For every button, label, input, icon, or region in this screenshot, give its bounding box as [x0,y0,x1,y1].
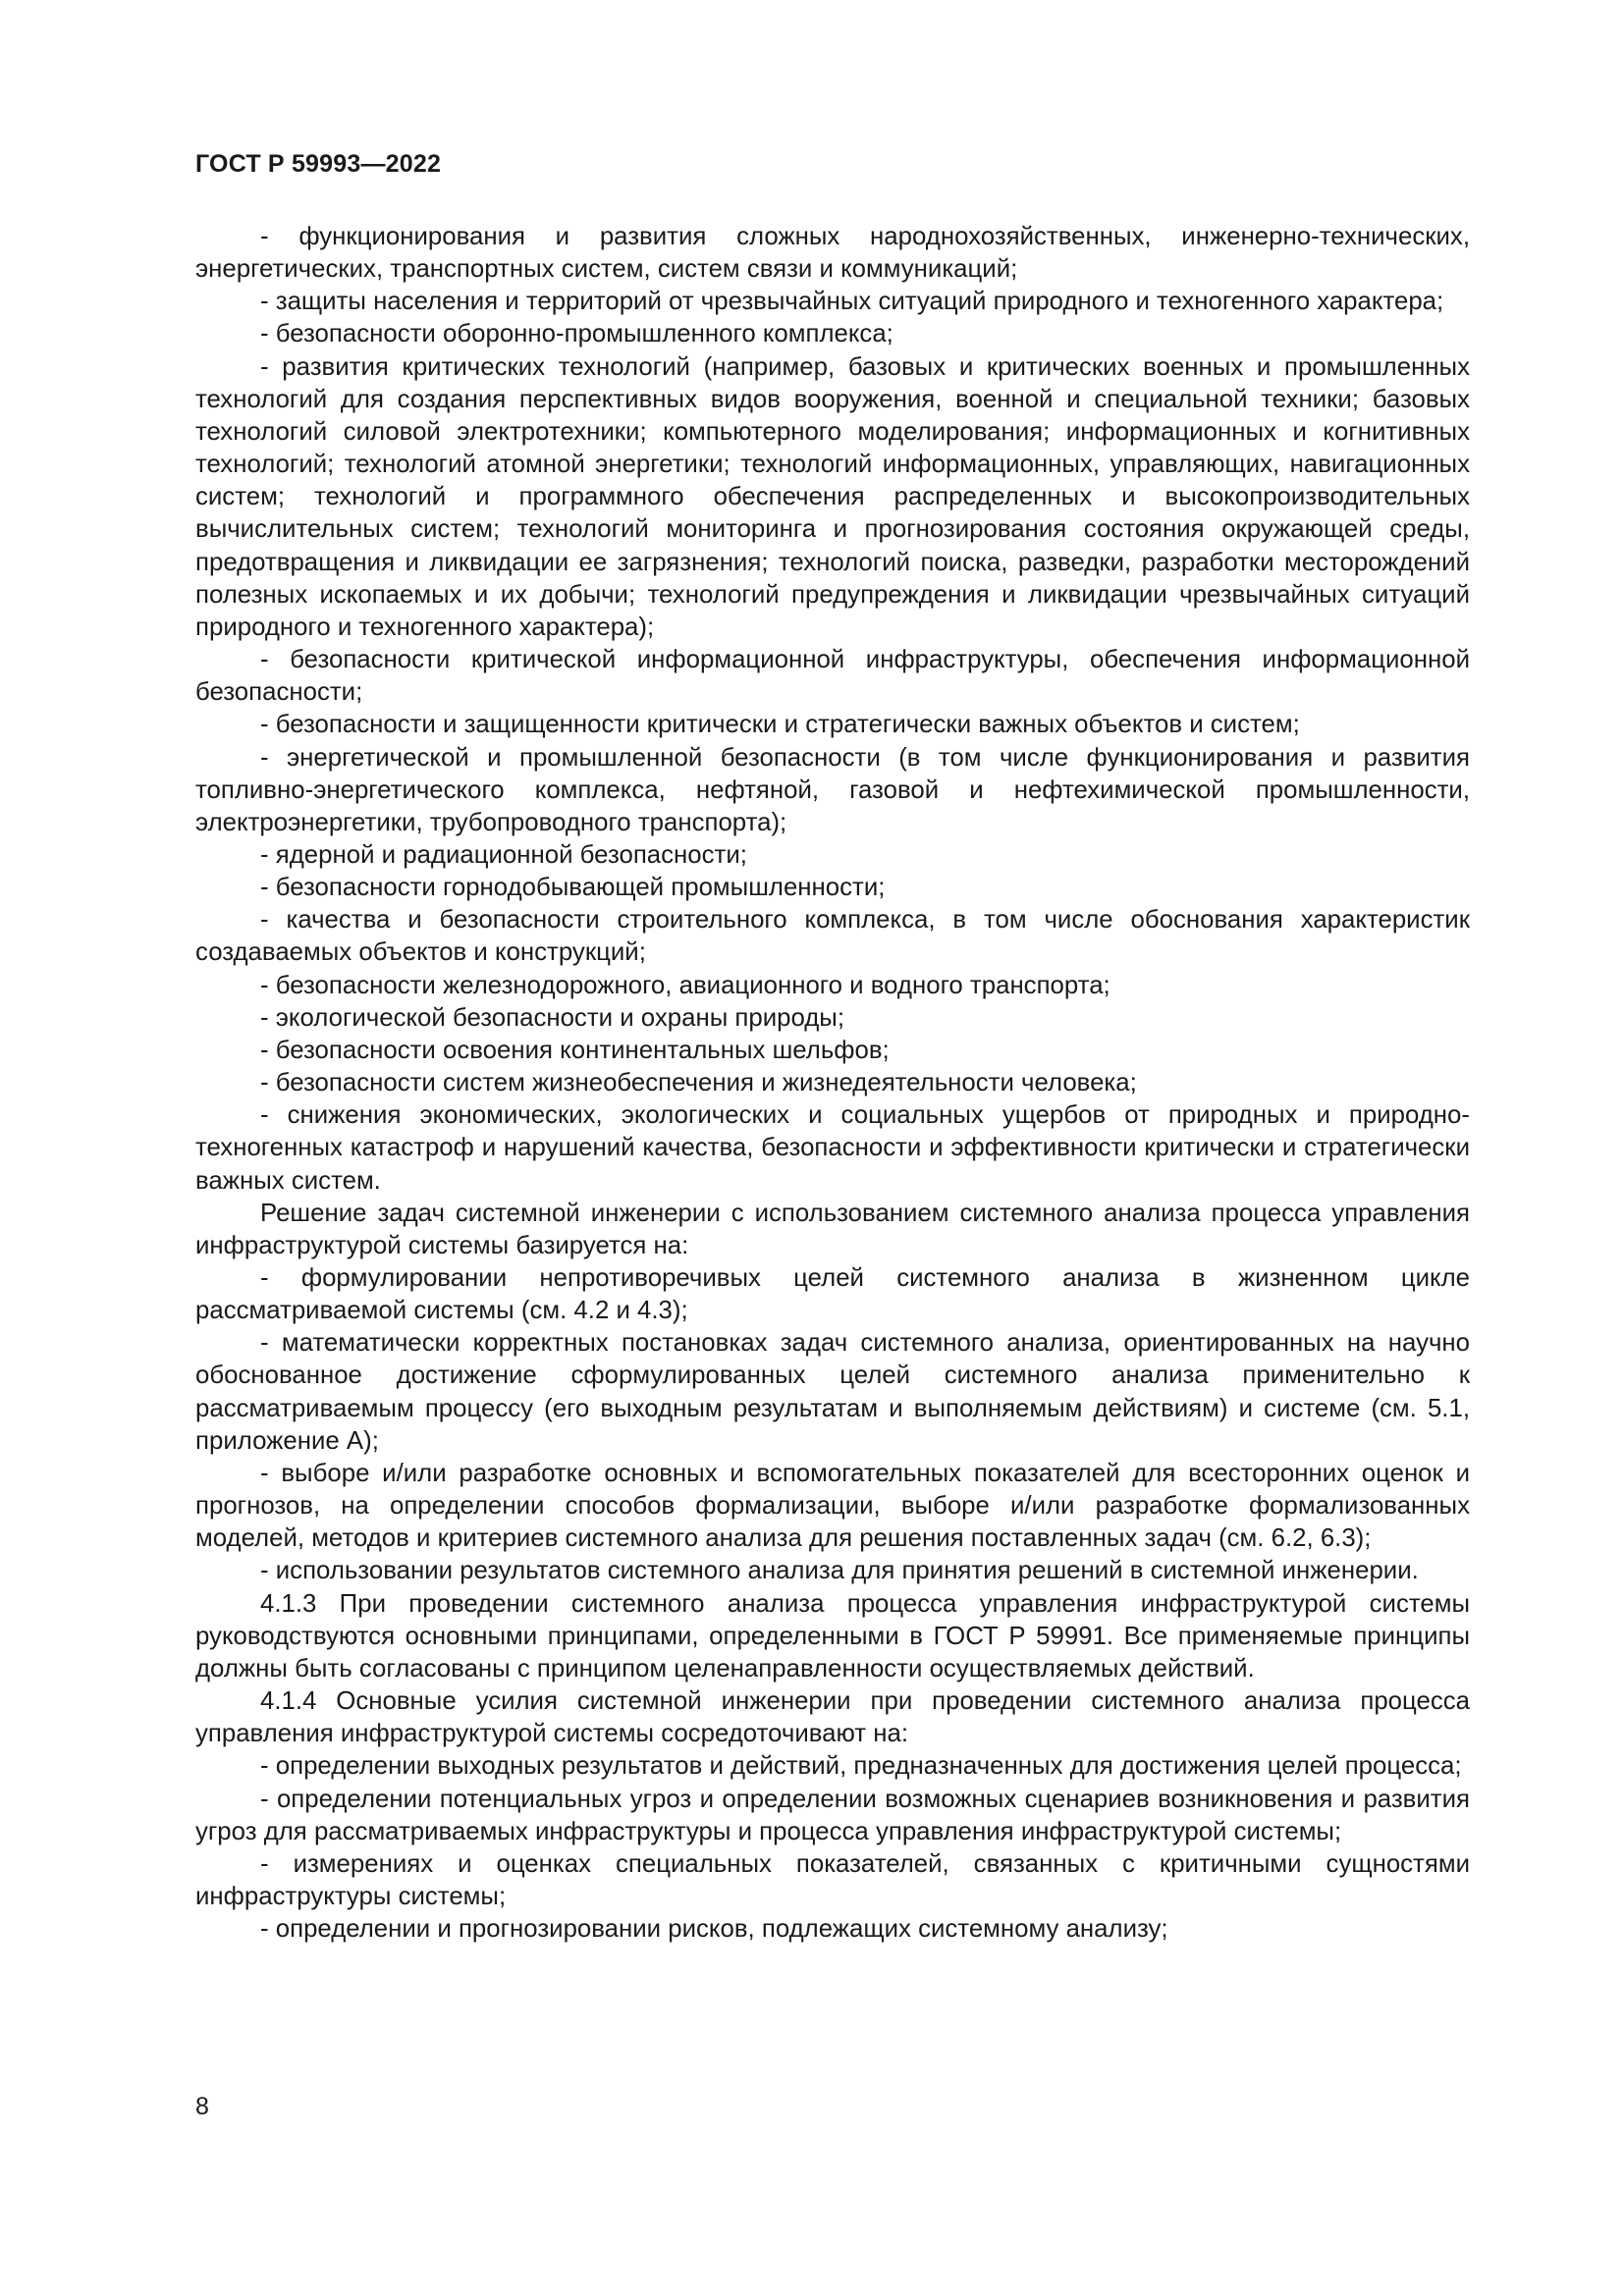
paragraph: Решение задач системной инженерии с использованием системного анализа процесса управления инфраструктурой системы базируется на: [195,1199,1470,1259]
paragraph: - ядерной и радиационной безопасности; [260,840,747,869]
paragraph: - безопасности и защищенности критически и стратегически важных объектов и систем; [260,711,1300,739]
paragraph: - выборе и/или разработке основных и вспомогательных показателей для всесторонних оценок и прогнозов, на определении способов формализации, выборе и/или разработке формализованных моделей, методов и критериев системного анализа для решения поставленных задач (см. 6.2, 6.3); [195,1459,1470,1553]
paragraph: - безопасности систем жизнеобеспечения и жизнедеятельности человека; [260,1069,1137,1097]
paragraph: - функционирования и развития сложных народнохозяйственных, инженерно-технических, энергетических, транспортных систем, систем связи и коммуникаций; [195,223,1470,284]
paragraph: - безопасности освоения континентальных шельфов; [260,1036,890,1064]
document-code-header: ГОСТ Р 59993—2022 [195,150,442,178]
paragraph: 4.1.4 Основные усилия системной инженерии при проведении системного анализа процесса управления инфраструктурой системы сосредоточивают на: [195,1687,1470,1748]
paragraph: 4.1.3 При проведении системного анализа процесса управления инфраструктурой системы руководствуются основными принципами, определенными в ГОСТ Р 59991. Все применяемые принципы должны быть согласованы с принципом целенаправленности осуществляемых действий. [195,1589,1470,1682]
paragraph: - снижения экономических, экологических и социальных ущербов от природных и природно-техногенных катастроф и нарушений качества, безопасности и эффективности критически и стратегически важных систем. [195,1101,1470,1195]
paragraph: - определении потенциальных угроз и определении возможных сценариев возникновения и развития угроз для рассматриваемых инфраструктуры и процесса управления инфраструктурой системы; [195,1785,1470,1845]
paragraph: - защиты населения и территорий от чрезвычайных ситуаций природного и техногенного характера; [260,288,1444,316]
paragraph: - безопасности оборонно-промышленного комплекса; [260,320,893,348]
paragraph: - определении и прогнозировании рисков, подлежащих системному анализу; [260,1915,1168,1944]
paragraph: - формулировании непротиворечивых целей системного анализа в жизненном цикле рассматриваемой системы (см. 4.2 и 4.3); [195,1264,1470,1325]
paragraph: - безопасности критической информационной инфраструктуры, обеспечения информационной безопасности; [195,646,1470,707]
paragraph: - развития критических технологий (например, базовых и критических военных и промышленных технологий для создания перспективных видов вооружения, военной и специальной техники; базовых технологий силовой электротехники; компьютерного моделирования; информационных и когнитивных технологий; технологий атомной энергетики; технологий информационных, управляющих, навигационных систем; технологий и программного обеспечения распределенных и высокопроизводительных вычислительных систем; технологий мониторинга и прогнозирования состояния окружающей среды, предотвращения и ликвидации ее загрязнения; технологий поиска, разведки, разработки месторождений полезных ископаемых и их добычи; технологий предупреждения и ликвидации чрезвычайных ситуаций природного и техногенного характера); [195,352,1470,641]
paragraph: - энергетической и промышленной безопасности (в том числе функционирования и развития топливно-энергетического комплекса, нефтяной, газовой и нефтехимической промышленности, электроэнергетики, трубопроводного транспорта); [195,743,1470,836]
paragraph: - качества и безопасности строительного комплекса, в том числе обоснования характеристик создаваемых объектов и конструкций; [195,906,1470,967]
paragraph: - определении выходных результатов и действий, предназначенных для достижения целей процесса; [260,1752,1462,1781]
paragraph: - экологической безопасности и охраны природы; [260,1003,845,1032]
paragraph: - использовании результатов системного анализа для принятия решений в системной инженерии. [260,1557,1419,1585]
paragraph: - безопасности железнодорожного, авиационного и водного транспорта; [260,971,1110,999]
page-number: 8 [195,2093,209,2120]
paragraph: - безопасности горнодобывающей промышленности; [260,874,886,902]
document-body [195,221,1470,1946]
paragraph: - измерениях и оценках специальных показателей, связанных с критичными сущностями инфраструктуры системы; [195,1849,1470,1910]
paragraph: - математически корректных постановках задач системного анализа, ориентированных на научно обоснованное достижение сформулированных целей системного анализа применительно к рассматриваемым процессу (его выходным результатам и выполняемым действиям) и системе (см. 5.1, приложение А); [195,1329,1470,1455]
